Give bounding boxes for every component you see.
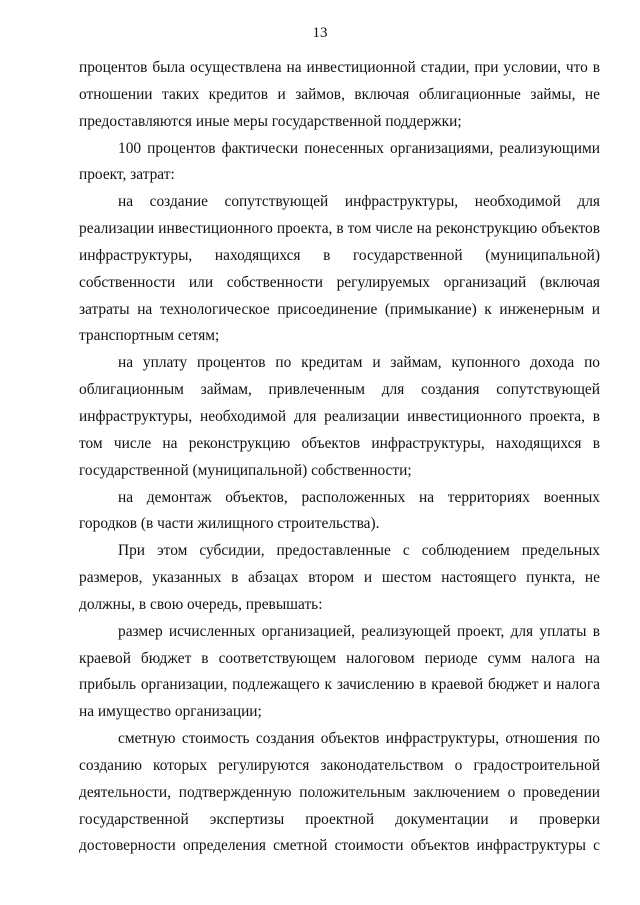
- paragraph: размер исчисленных организацией, реализующей проект, для уплаты в краевой бюджет в соответствующем налоговом периоде сумм налога на прибыль организации, подлежащего к зачислению в краевой бюджет и налога на имущество организации;: [79, 622, 600, 721]
- paragraph: 100 процентов фактически понесенных организациями, реализующими проект, затрат:: [79, 139, 600, 184]
- document-body: [79, 55, 600, 860]
- paragraph: на демонтаж объектов, расположенных на территориях военных городков (в части жилищного строительства).: [79, 488, 600, 533]
- paragraph: процентов была осуществлена на инвестиционной стадии, при условии, что в отношении таких кредитов и займов, включая облигационные займы, не предоставляются иные меры государственной поддержки;: [79, 59, 600, 130]
- paragraph: на уплату процентов по кредитам и займам, купонного дохода по облигационным займам, привлеченным для создания сопутствующей инфраструктуры, необходимой для реализации инвестиционного проекта, в том числе на реконструкцию объектов инфраструктуры, находящихся в государственной (муниципальной) собственности;: [79, 354, 600, 479]
- paragraph: сметную стоимость создания объектов инфраструктуры, отношения по созданию которых регулируются законодательством о градостроительной деятельности, подтвержденную положительным заключением о проведении государственной экспертизы проектной документации и проверки достоверности определения сметной стоимости объектов инфраструктуры с: [79, 730, 600, 855]
- paragraph: на создание сопутствующей инфраструктуры, необходимой для реализации инвестиционного проекта, в том числе на реконструкцию объектов инфраструктуры, находящихся в государственной (муниципальной) собственности или собственности регулируемых организаций (включая затраты на технологическое присоединение (примыкание) к инженерным и транспортным сетям;: [79, 193, 600, 345]
- page-number: 13: [312, 25, 328, 41]
- paragraph: При этом субсидии, предоставленные с соблюдением предельных размеров, указанных в абзацах втором и шестом настоящего пункта, не должны, в свою очередь, превышать:: [79, 542, 600, 613]
